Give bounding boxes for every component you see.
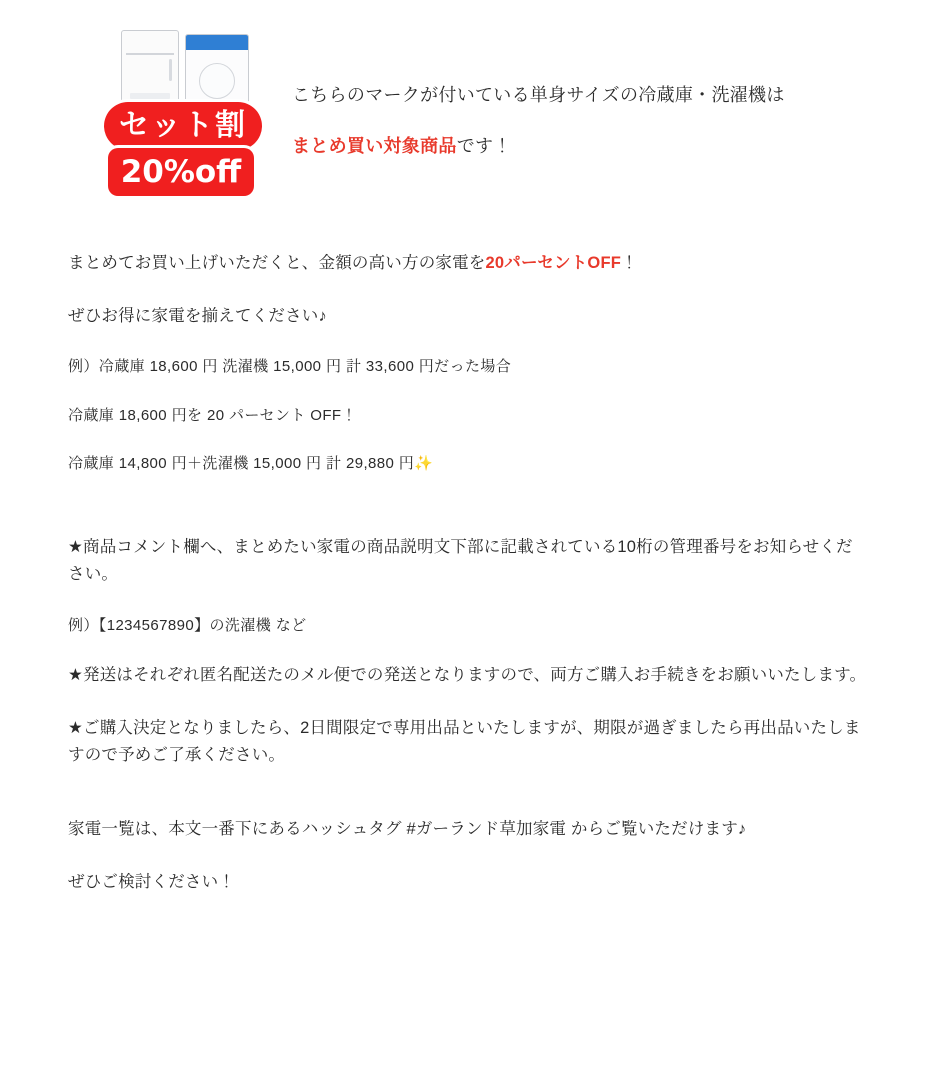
header-line-1: こちらのマークが付いている単身サイズの冷蔵庫・洗濯機は bbox=[292, 85, 785, 105]
appliance-illustration bbox=[113, 24, 261, 104]
header-text-block bbox=[292, 82, 892, 160]
badge-set-discount bbox=[104, 102, 262, 150]
footer-line-2: ぜひご検討ください！ bbox=[68, 872, 235, 891]
washing-machine-icon bbox=[185, 34, 249, 106]
badge-percent-off-label: 20%off bbox=[120, 153, 242, 190]
example-line-3-text: 冷蔵庫 14,800 円＋洗濯機 15,000 円 計 29,880 円 bbox=[68, 455, 415, 473]
header-highlight: まとめ買い対象商品 bbox=[292, 136, 457, 156]
spacer bbox=[68, 500, 868, 534]
sparkle-icon: ✨ bbox=[414, 455, 434, 473]
spacer-2 bbox=[68, 794, 868, 816]
body-copy bbox=[68, 250, 868, 922]
footer-line-1: 家電一覧は、本文一番下にあるハッシュタグ #ガーランド草加家電 からご覧いただけます♪ bbox=[68, 820, 747, 839]
note-2: ★発送はそれぞれ匿名配送たのメル便での発送となりますので、両方ご購入お手続きをお願いいたします。 bbox=[68, 666, 867, 685]
intro-suffix: ！ bbox=[621, 254, 638, 272]
example-line-2: 冷蔵庫 18,600 円を 20 パーセント OFF！ bbox=[68, 406, 357, 424]
washing-machine-drum-icon bbox=[199, 63, 235, 99]
note-3: ★ご購入決定となりましたら、2日間限定で専用出品といたしますが、期限が過ぎましたら再出品いたしますので予めご了承ください。 bbox=[68, 718, 861, 764]
example-line-1: 例）冷蔵庫 18,600 円 洗濯機 15,000 円 計 33,600 円だった場合 bbox=[68, 358, 512, 376]
example-line-3 bbox=[68, 452, 868, 476]
intro-paragraph bbox=[68, 250, 868, 277]
badge-set-discount-label: セット割 bbox=[119, 108, 247, 143]
note-1: ★商品コメント欄へ、まとめたい家電の商品説明文下部に記載されている10桁の管理番号をお知らせください。 bbox=[68, 538, 853, 584]
intro-prefix: まとめてお買い上げいただくと、金額の高い方の家電を bbox=[68, 254, 486, 272]
washing-machine-lid-icon bbox=[186, 35, 248, 50]
intro-line-2: ぜひお得に家電を揃えてください♪ bbox=[68, 306, 327, 325]
header-line-2 bbox=[292, 133, 892, 160]
discount-badge bbox=[104, 102, 254, 202]
refrigerator-handle-icon bbox=[169, 59, 172, 81]
badge-percent-off bbox=[108, 148, 254, 196]
promo-header bbox=[0, 0, 926, 215]
refrigerator-icon bbox=[121, 30, 179, 106]
note-1-example: 例）【1234567890】の洗濯機 など bbox=[68, 616, 307, 634]
intro-highlight: 20パーセントOFF bbox=[485, 254, 622, 272]
header-line-2-tail: です！ bbox=[456, 136, 512, 156]
